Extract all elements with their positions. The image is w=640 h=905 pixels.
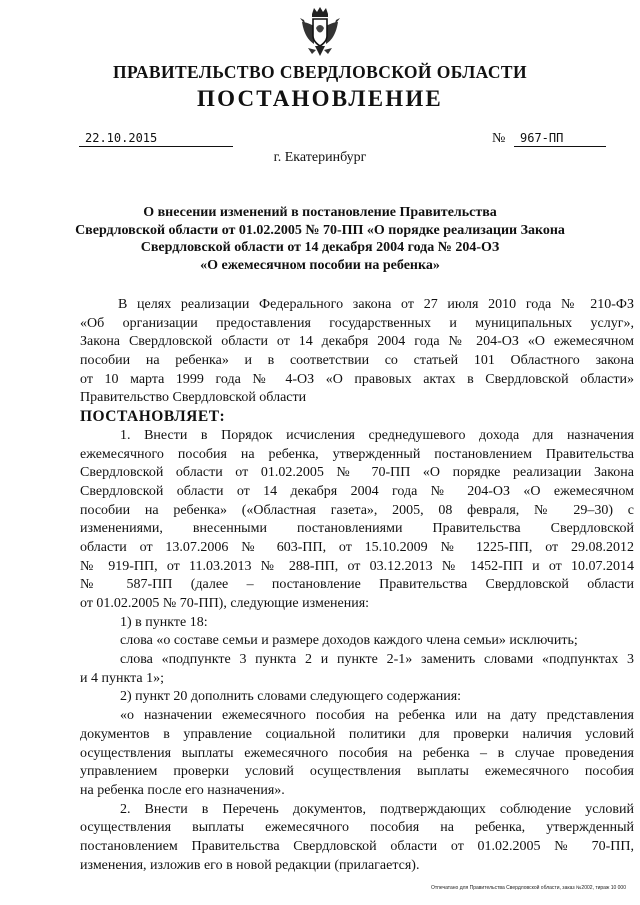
document-number-block (492, 130, 606, 146)
item1-line: от 01.02.2005 № 70-ПП), следующие изменения: (80, 596, 370, 611)
title-line: О внесении изменений в постановление Правительства (143, 205, 497, 220)
preamble-line: Правительство Свердловской области (80, 390, 307, 406)
item1-line: области от 13.07.2006 № 603-ПП, от 15.10.2009 № 1225-ПП, от 29.08.2012 (80, 539, 634, 555)
sub2-text-line: осуществления выплаты ежемесячного пособия на ребенка – в случае проведения (80, 745, 634, 761)
sub2-text-line: «о назначении ежемесячного пособия на ребенка или на дату представления (120, 708, 634, 724)
city-line: г. Екатеринбург (273, 150, 367, 165)
print-footer: Отпечатано для Правительства Свердловской области, заказ №2002, тираж 10 000 (430, 885, 626, 891)
item1-line: Свердловской области от 14 декабря 2004 года № 204-ОЗ «О ежемесячном (80, 483, 634, 499)
item2-line: постановлением Правительства Свердловской области от 01.02.2005 № 70-ПП, (80, 838, 634, 854)
sub1-clause-a: слова «о составе семьи и размере доходов каждого члена семьи» исключить; (120, 633, 578, 649)
government-heading: ПРАВИТЕЛЬСТВО СВЕРДЛОВСКОЙ ОБЛАСТИ (113, 62, 527, 82)
item2-line: 2. Внести в Перечень документов, подтверждающих соблюдение условий (120, 801, 634, 817)
preamble-line: В целях реализации Федерального закона от 27 июля 2010 года № 210-ФЗ (118, 297, 634, 312)
sub2-text-line: управлением проверки условий осуществления выплаты ежемесячного пособия (80, 764, 634, 780)
sub2-text-line: на ребенка после его назначения». (80, 782, 285, 798)
item2-line: осуществления выплаты ежемесячного пособия на ребенка, утвержденный (80, 820, 634, 836)
number-sign: № (492, 131, 506, 146)
item1-line: Свердловской области от 01.02.2005 № 70-ПП «О порядке реализации Закона (80, 465, 634, 481)
item1-line: пособии на ребенка» («Областная газета», 2005, 08 февраля, № 29–30) с (80, 502, 634, 518)
sub1-header: 1) в пункте 18: (120, 614, 208, 630)
document-body (80, 296, 634, 875)
preamble-line: от 10 марта 1999 года № 4-ОЗ «О правовых актах в Свердловской области» (80, 371, 634, 387)
sub2-header: 2) пункт 20 дополнить словами следующего содержания: (120, 689, 462, 705)
item1-line: 1. Внести в Порядок исчисления среднедушевого дохода для назначения (120, 427, 634, 443)
resolves-heading: ПОСТАНОВЛЯЕТ: (80, 408, 226, 426)
item1-line: ежемесячного пособия на ребенка, утвержденный постановлением Правительства (80, 446, 634, 462)
title-line: Свердловской области от 14 декабря 2004 года № 204-ОЗ (140, 240, 500, 255)
sub1-clause-b-line: и 4 пункта 1»; (80, 670, 164, 686)
document-title (70, 204, 570, 274)
item1-line: № 919-ПП, от 11.03.2013 № 288-ПП, от 03.12.2013 № 1452-ПП и от 10.07.2014 (80, 558, 634, 574)
item1-line: изменениями, внесенными постановлениями Правительства Свердловской (80, 521, 634, 537)
preamble-line: «Об организации предоставления государственных и муниципальных услуг», (80, 315, 634, 331)
preamble-line: пособии на ребенка» и в соответствии со статьей 101 Областного закона (80, 353, 634, 369)
title-line: «О ежемесячном пособии на ребенка» (200, 257, 440, 273)
coat-of-arms-emblem (298, 4, 342, 60)
item2-line: изменения, изложив его в новой редакции (прилагается). (80, 857, 420, 873)
preamble-line: Закона Свердловской области от 14 декабря 2004 года № 204-ОЗ «О ежемесячном (80, 334, 634, 350)
document-date: 22.10.2015 (79, 130, 233, 147)
item1-line: № 587-ПП (далее – постановление Правительства Свердловской области (80, 577, 634, 593)
document-type-heading: ПОСТАНОВЛЕНИЕ (197, 86, 443, 111)
sub2-text-line: документов в управление социальной политики для проверки наличия условий (80, 726, 634, 742)
sub1-clause-b-line: слова «подпункте 3 пункта 2 и пункте 2-1» заменить словами «подпунктах 3 (120, 652, 634, 668)
document-number: 967-ПП (514, 130, 606, 147)
title-line: Свердловской области от 01.02.2005 № 70-ПП «О порядке реализации Закона (75, 222, 565, 238)
